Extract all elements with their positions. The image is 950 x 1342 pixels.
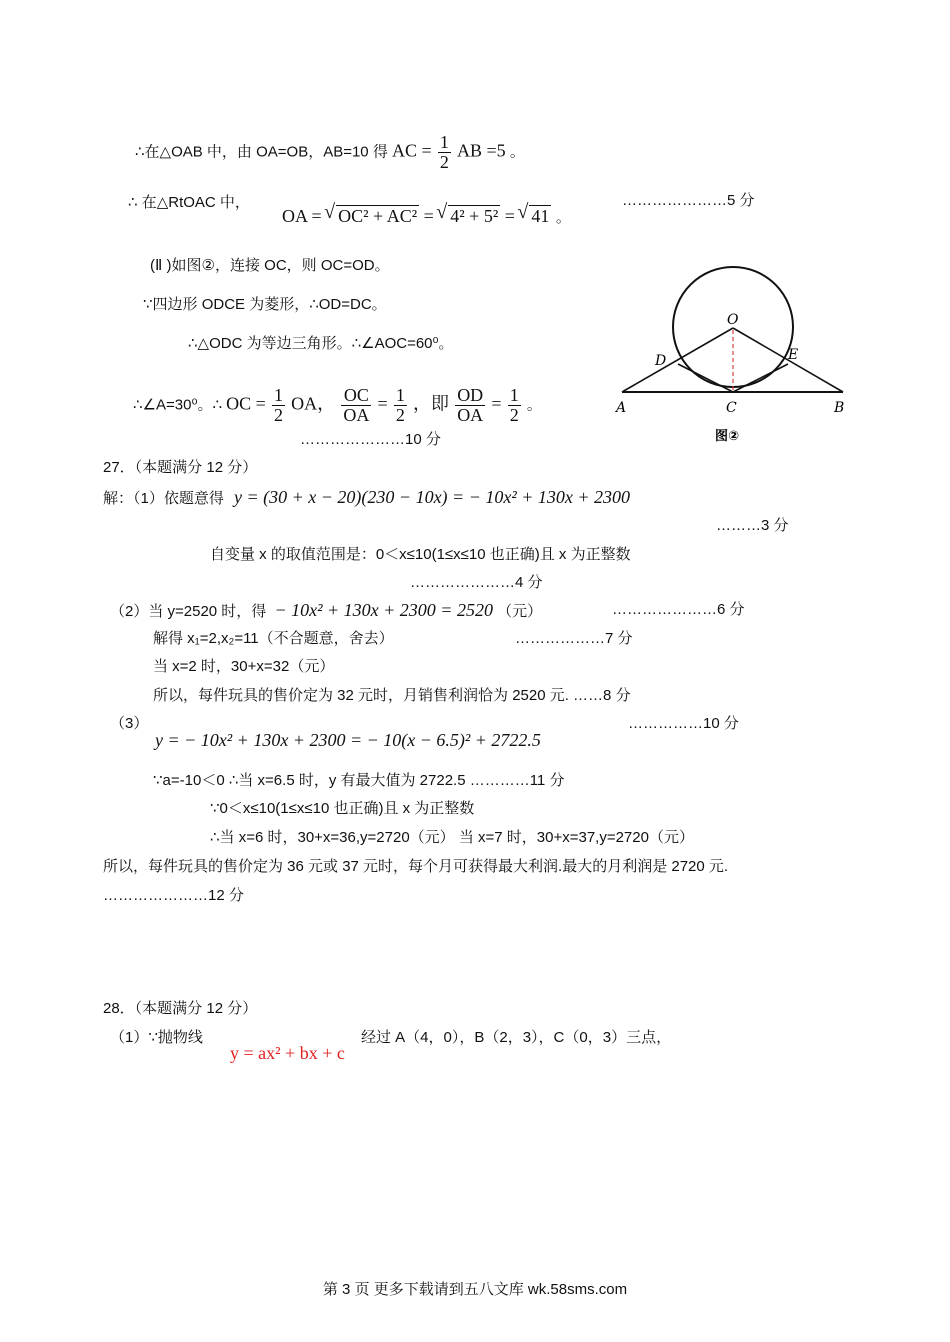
line-ec xyxy=(733,364,788,392)
score-4: …………………4 分 xyxy=(410,574,543,591)
page-footer: 第 3 页 更多下载请到五八文库 wk.58sms.com xyxy=(322,1281,628,1298)
line-13: 解得 x₁=2,x₂=11（不合题意，舍去） xyxy=(153,630,394,647)
label-d: D xyxy=(655,353,667,369)
line-23-pre: （1）∵抛物线 xyxy=(110,1029,203,1046)
math: = xyxy=(377,393,388,414)
line-23-post: 经过 A（4，0），B（2，3），C（0，3）三点， xyxy=(361,1029,672,1046)
figure-caption: 图② xyxy=(715,429,740,444)
sqrt: √ OC² + AC² xyxy=(326,205,419,226)
sqrt: √ 41 xyxy=(519,205,551,226)
text: 解：（1）依题意得 xyxy=(103,490,224,507)
line-19: ∵0＜x≤10(1≤x≤10 也正确)且 x 为正整数 xyxy=(210,800,475,817)
line-12 xyxy=(110,600,542,622)
fraction-half: $\frac{1}{2}$ xyxy=(439,132,449,172)
score-7: ………………7 分 xyxy=(515,630,633,647)
label-o: O xyxy=(727,312,739,328)
math: − 10x² + 130x + 2300 = 2520 xyxy=(274,600,493,620)
text: （元） xyxy=(497,603,543,620)
score-5: …………………5 分 xyxy=(622,192,755,209)
line-15: 所以，每件玩具的售价定为 32 元时，月销售利润恰为 2520 元. ……8 分 xyxy=(153,687,631,704)
text: ∴ 在△RtOAC 中， xyxy=(128,194,250,211)
q28-title: 28．（本题满分 12 分） xyxy=(103,1000,258,1017)
line-14: 当 x=2 时，30+x=32（元） xyxy=(153,658,335,675)
math: OA， xyxy=(291,393,336,414)
line-ao xyxy=(622,328,733,392)
fraction: $\frac{1}{2}$ xyxy=(274,385,283,425)
text: （2）当 y=2520 时，得 xyxy=(110,603,267,620)
q27-title: 27．（本题满分 12 分） xyxy=(103,459,258,476)
line-18: ∵a=-10＜0 ∴当 x=6.5 时，y 有最大值为 2722.5 …………11 分 xyxy=(153,772,565,789)
math: AB =5 xyxy=(457,140,506,161)
line-20: ∴当 x=6 时，30+x=36,y=2720（元） 当 x=7 时，30+x=37,y=2720（元） xyxy=(210,829,694,846)
math: OC = xyxy=(226,393,266,414)
parabola-formula: y = ax² + bx + c xyxy=(230,1043,345,1063)
score-10: …………………10 分 xyxy=(300,431,441,448)
line-2 xyxy=(128,193,250,213)
line-17: y = − 10x² + 130x + 2300 = − 10(x − 6.5)² + 2722.5 xyxy=(155,730,541,750)
math: = xyxy=(491,393,502,414)
fraction: $\frac{1}{2}$ xyxy=(395,385,405,425)
text: 。 xyxy=(526,396,542,414)
text: ∴在△OAB 中，由 OA=OB，AB=10 得 xyxy=(135,143,388,161)
text: 。 xyxy=(509,143,525,161)
math: y = (30 + x − 20)(230 − 10x) = − 10x² + 130x + 2300 xyxy=(234,487,631,507)
line-3: (Ⅱ )如图②，连接 OC，则 OC=OD。 xyxy=(150,257,390,274)
score-12: …………………12 分 xyxy=(103,887,244,904)
label-c: C xyxy=(726,400,737,416)
line-16: （3） xyxy=(110,715,149,732)
score-10b: ……………10 分 xyxy=(628,715,739,732)
circle-figure xyxy=(610,262,860,452)
fraction: $\frac{1}{2}$ xyxy=(509,385,519,425)
math: AC = xyxy=(392,140,432,161)
oa-formula: OA = √ OC² + AC² = √ 4² + 5² = √ 41 。 xyxy=(282,205,571,228)
label-b: B xyxy=(834,400,845,416)
sqrt: √ 4² + 5² xyxy=(438,205,500,226)
line-1 xyxy=(135,133,525,172)
line-5: ∴△ODC 为等边三角形。∴∠AOC=60⁰。 xyxy=(188,335,454,352)
label-a: A xyxy=(616,400,627,416)
line-10: 自变量 x 的取值范围是：0＜x≤10(1≤x≤10 也正确)且 x 为正整数 xyxy=(210,546,631,563)
line-4: ∵四边形 ODCE 为菱形，∴OD=DC。 xyxy=(143,296,387,313)
line-21: 所以，每件玩具的售价定为 36 元或 37 元时，每个月可获得最大利润.最大的月利润是 2720 元. xyxy=(103,858,729,875)
score-6: …………………6 分 xyxy=(612,601,745,618)
fraction: $\frac{OD}{OA}$ xyxy=(457,385,484,425)
line-dc xyxy=(678,364,733,392)
math: ，即 xyxy=(413,393,450,414)
line-6 xyxy=(133,386,542,425)
score-3: ………3 分 xyxy=(716,517,789,534)
label-e: E xyxy=(788,347,799,363)
line-8 xyxy=(103,487,630,509)
text: ∴∠A=30⁰。∴ xyxy=(133,396,222,414)
fraction: $\frac{OC}{OA}$ xyxy=(343,385,370,425)
